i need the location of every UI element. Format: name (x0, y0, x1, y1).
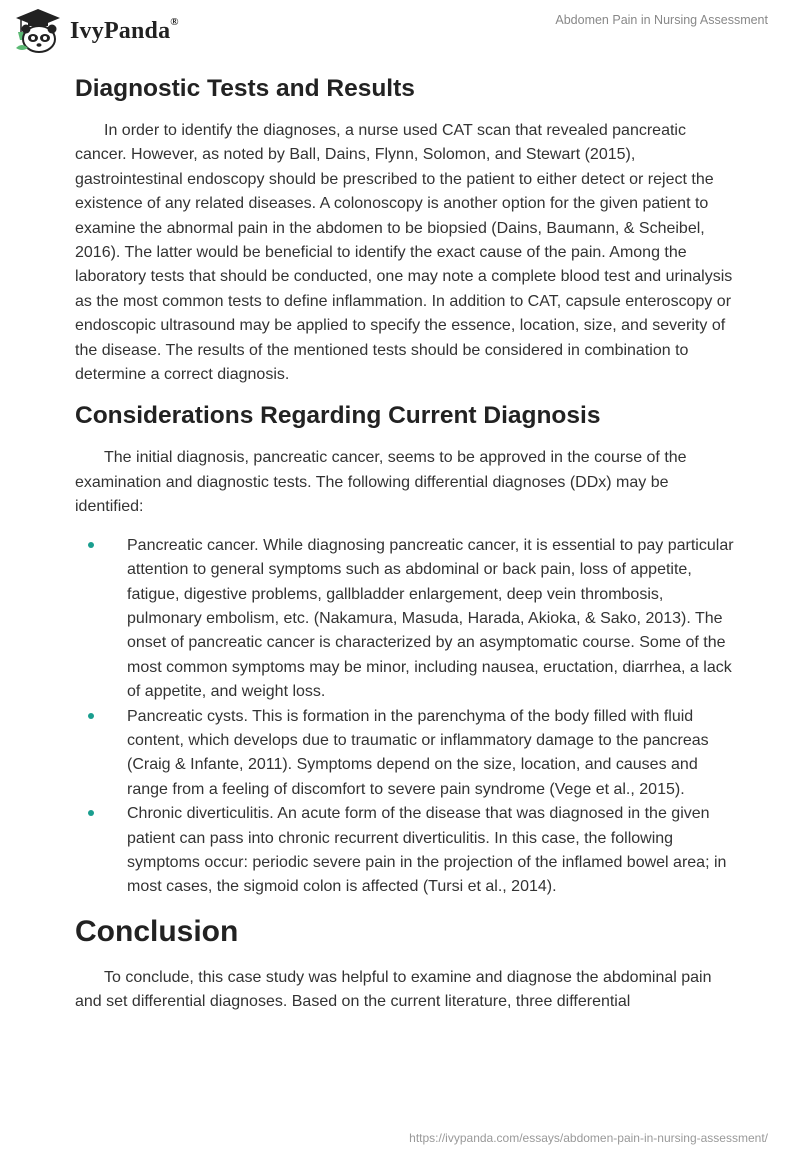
paragraph-diagnostic: In order to identify the diagnoses, a nurse used CAT scan that revealed pancreatic cancer. However, as noted by Ball, Dains, Flynn, Solomon, and Stewart (2015), gastrointestinal endoscopy should be prescribed to the patient to either detect or reject the existence of any related diseases. A colonoscopy is another option for the given patient to examine the abnormal pain in the abdomen to be biopsied (Dains, Baumann, & Scheibel, 2016). The latter would be beneficial to identify the exact cause of the pain. Among the laboratory tests that should be conducted, one may note a complete blood test and urinalysis as the most common tests to define inflammation. In addition to CAT, capsule enteroscopy or endoscopic ultrasound may be applied to specify the essence, location, size, and severity of the disease. The results of the mentioned tests should be considered in combination to determine a correct diagnosis. (75, 122, 733, 384)
page-header (0, 0, 800, 62)
bullet-dot-icon (88, 713, 94, 719)
document-title: Abdomen Pain in Nursing Assessment (555, 13, 768, 27)
paragraph-conclusion: To conclude, this case study was helpful to examine and diagnose the abdominal pain and set differential diagnoses. Based on the current literature, three differential (75, 968, 712, 1011)
list-item (75, 534, 735, 705)
essay-content (75, 74, 735, 1015)
bullet-dot-icon (88, 542, 94, 548)
panda-mascot-icon (14, 8, 62, 54)
registered-mark: ® (170, 15, 179, 28)
list-item (75, 705, 735, 803)
section-heading-considerations: Considerations Regarding Current Diagnosis (75, 402, 601, 430)
list-item-text: Chronic diverticulitis. An acute form of the disease that was diagnosed in the given patient can pass into chronic recurrent diverticulitis. In this case, the following symptoms occur: periodic severe pain in the projection of the inflamed bowel area; in most cases, the sigmoid colon is affected (Tursi et al., 2014). (127, 805, 727, 896)
list-item-text: Pancreatic cysts. This is formation in the parenchyma of the body filled with fluid content, which develops due to traumatic or inflammatory damage to the pancreas (Craig & Infante, 2011). Symptoms depend on the size, location, and causes and range from a feeling of discomfort to severe pain syndrome (Vege et al., 2015). (127, 707, 709, 798)
ddx-list (75, 534, 735, 900)
brand-name: IvyPanda® (70, 15, 179, 44)
bullet-dot-icon (88, 810, 94, 816)
section-heading-conclusion: Conclusion (75, 914, 239, 948)
list-item (75, 802, 735, 900)
paragraph-considerations: The initial diagnosis, pancreatic cancer, seems to be approved in the course of the examination and diagnostic tests. The following differential diagnoses (DDx) may be identified: (75, 449, 687, 516)
section-heading-diagnostic: Diagnostic Tests and Results (75, 75, 415, 102)
source-url[interactable]: https://ivypanda.com/essays/abdomen-pain-in-nursing-assessment/ (409, 1131, 768, 1145)
list-item-text: Pancreatic cancer. While diagnosing pancreatic cancer, it is essential to pay particular attention to general symptoms such as abdominal or back pain, loss of appetite, fatigue, digestive problems, gallbladder enlargement, deep vein thrombosis, pulmonary embolism, etc. (Nakamura, Masuda, Harada, Akioka, & Sako, 2013). The onset of pancreatic cancer is characterized by an asymptomatic course. Some of the most common symptoms may be minor, including nausea, eructation, diarrhea, a lack of appetite, and weight loss. (127, 536, 734, 701)
ivypanda-logo[interactable] (14, 8, 179, 54)
